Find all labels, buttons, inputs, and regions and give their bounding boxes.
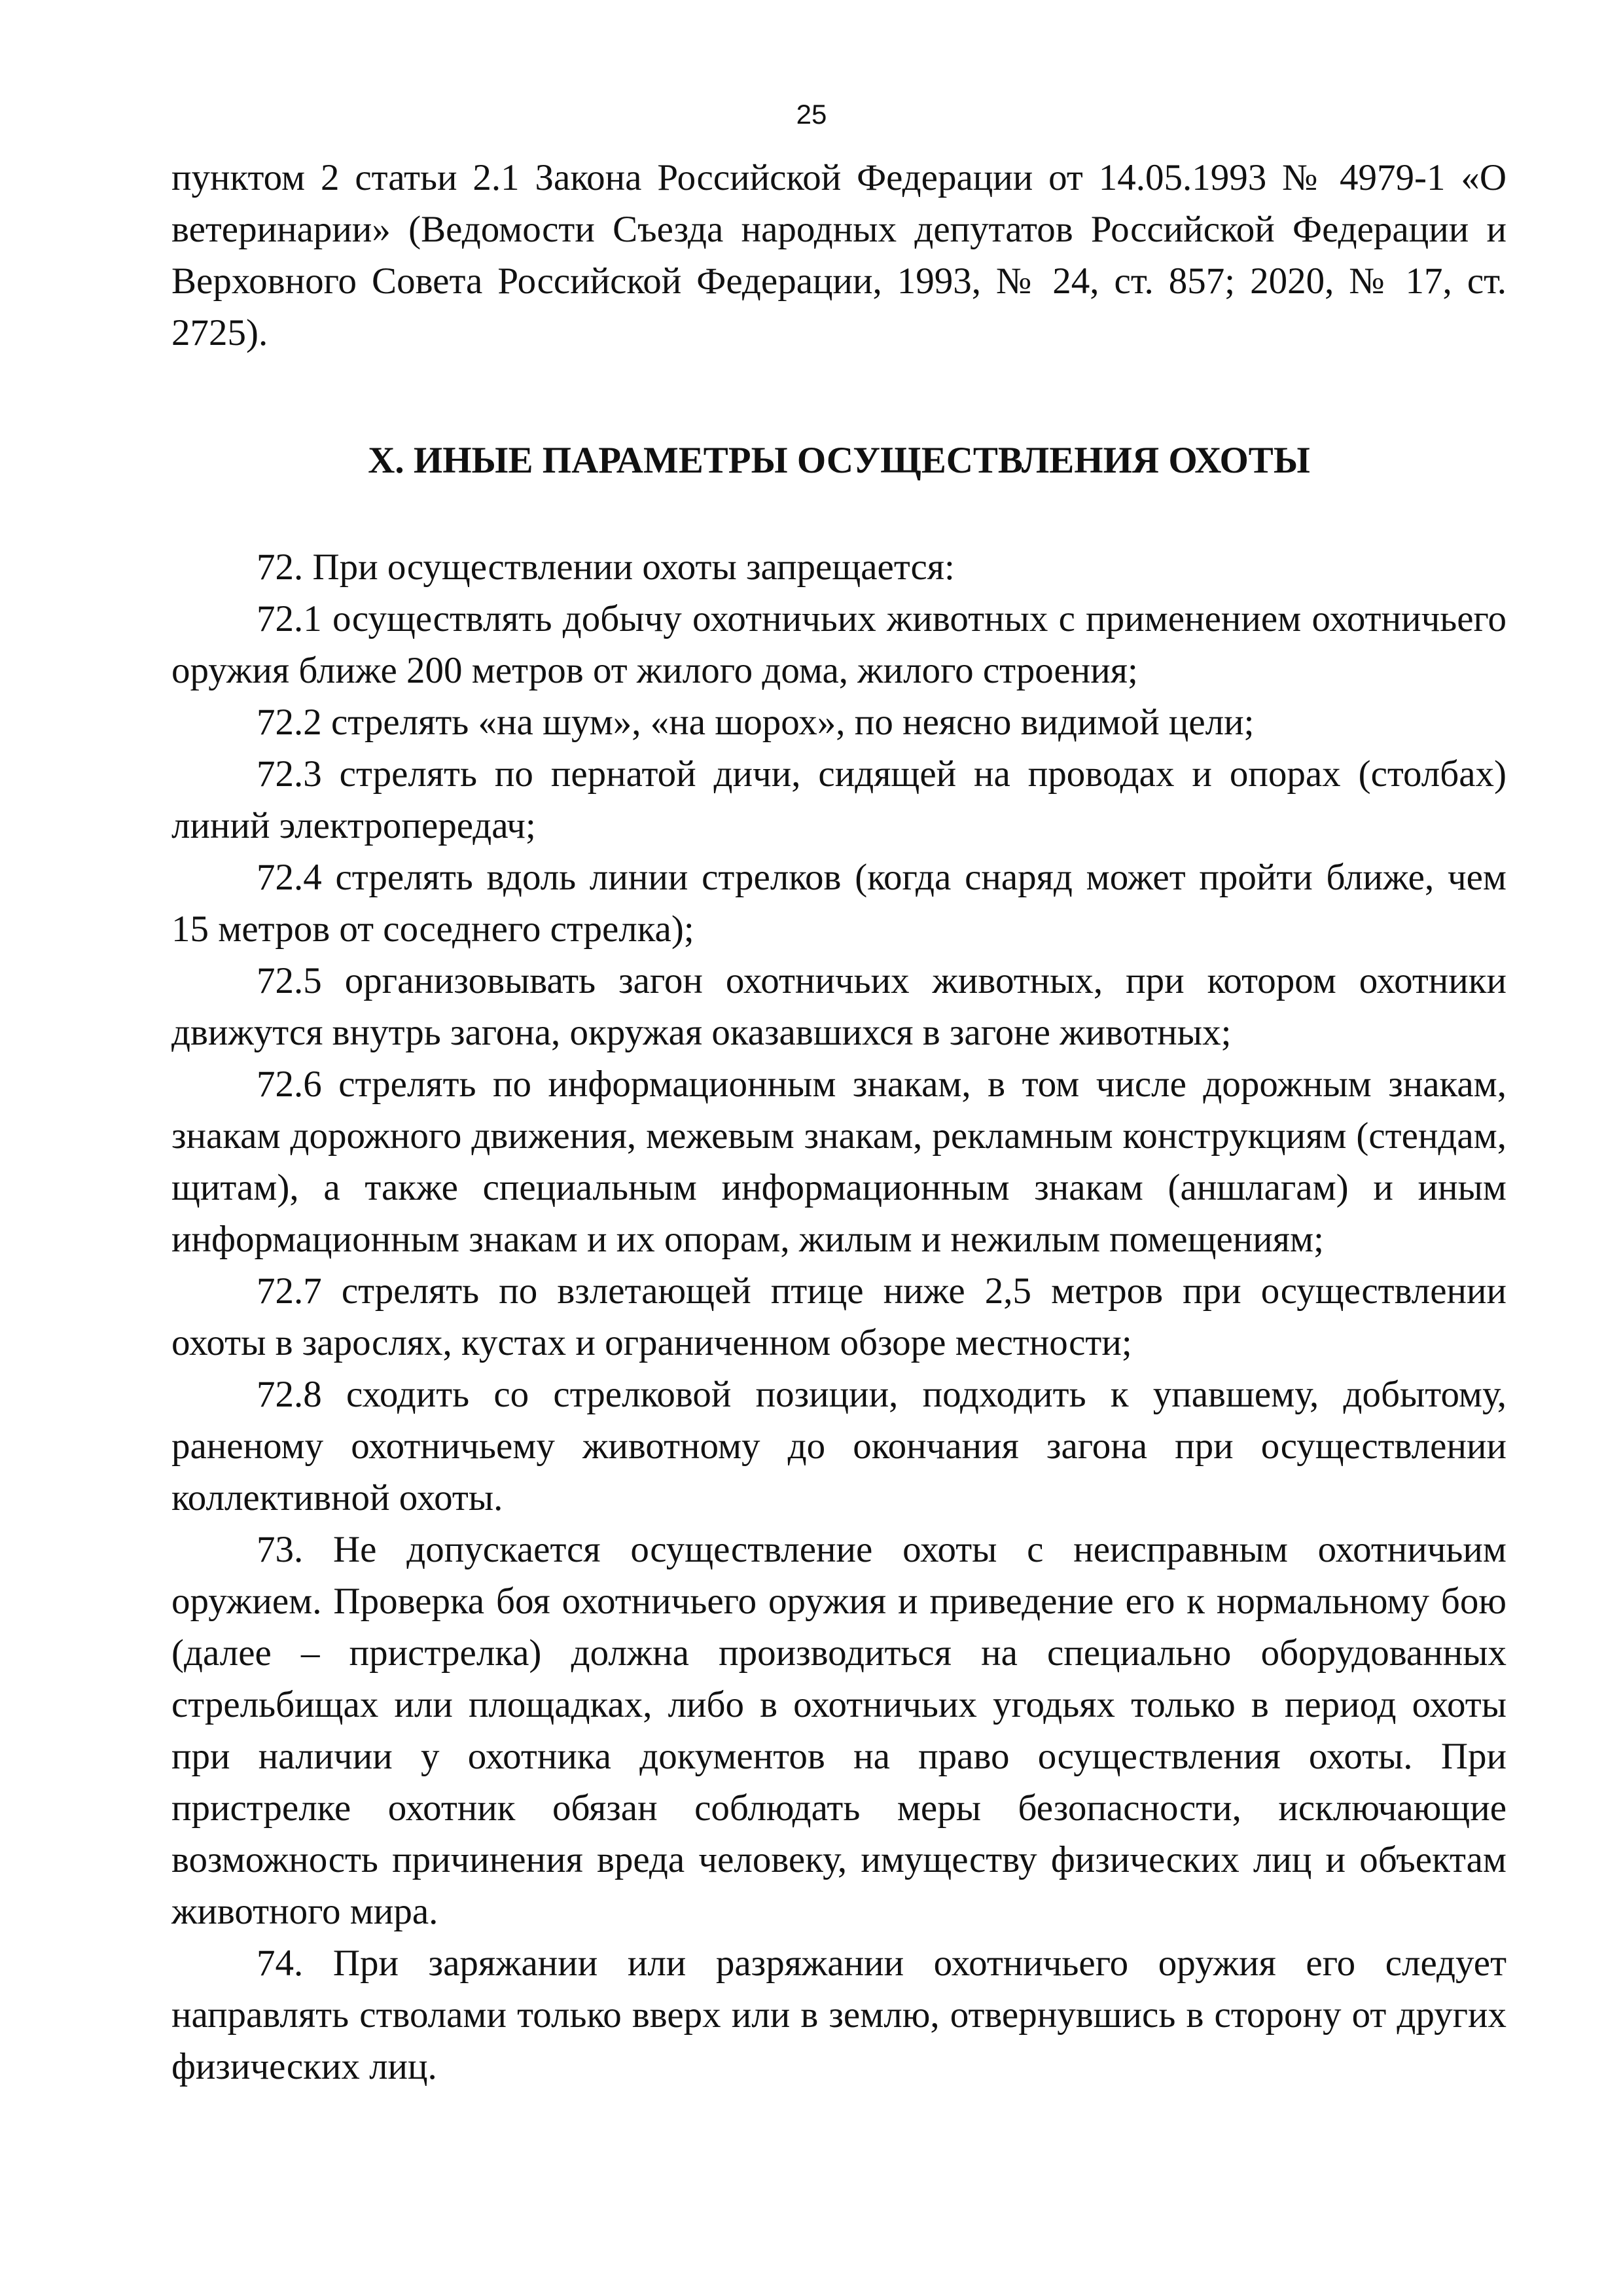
paragraph-74: 74. При заряжании или разряжании охотничьего оружия его следует направлять стволами только вверх или в землю, отвернувшись в сторону от других физических лиц. xyxy=(171,1943,1507,2087)
paragraph-72-4: 72.4 стрелять вдоль линии стрелков (когда снаряд может пройти ближе, чем 15 метров от соседнего стрелка); xyxy=(171,857,1507,950)
paragraph-73: 73. Не допускается осуществление охоты с неисправным охотничьим оружием. Проверка боя охотничьего оружия и приведение его к нормальному бою (далее – пристрелка) должна производиться на специально оборудованных стрельбищах или площадках, либо в охотничьих угодьях только в период охоты при наличии у охотника документов на право осуществления охоты. При пристрелке охотник обязан соблюдать меры безопасности, исключающие возможность причинения вреда человеку, имуществу физических лиц и объектам животного мира. xyxy=(171,1529,1507,1932)
section-heading: X. ИНЫЕ ПАРАМЕТРЫ ОСУЩЕСТВЛЕНИЯ ОХОТЫ xyxy=(368,440,1310,481)
intro-paragraph: пунктом 2 статьи 2.1 Закона Российской Федерации от 14.05.1993 № 4979-1 «О ветеринарии» (Ведомости Съезда народных депутатов Российской Федерации и Верховного Совета Российской Федерации, 1993, № 24, ст. 857; 2020, № 17, ст. 2725). xyxy=(171,157,1507,353)
paragraph-72: 72. При осуществлении охоты запрещается: xyxy=(257,547,955,588)
paragraph-72-1: 72.1 осуществлять добычу охотничьих животных с применением охотничьего оружия ближе 200 метров от жилого дома, жилого строения; xyxy=(171,598,1507,691)
paragraph-72-8: 72.8 сходить со стрелковой позиции, подходить к упавшему, добытому, раненому охотничьему животному до окончания загона при осуществлении коллективной охоты. xyxy=(171,1374,1507,1518)
paragraph-72-3: 72.3 стрелять по пернатой дичи, сидящей на проводах и опорах (столбах) линий электропередач; xyxy=(171,753,1507,846)
page-number: 25 xyxy=(796,99,827,130)
paragraph-72-5: 72.5 организовывать загон охотничьих животных, при котором охотники движутся внутрь загона, окружая оказавшихся в загоне животных; xyxy=(171,960,1507,1053)
paragraph-72-2: 72.2 стрелять «на шум», «на шорох», по неясно видимой цели; xyxy=(257,702,1255,743)
paragraph-72-6: 72.6 стрелять по информационным знакам, в том числе дорожным знакам, знакам дорожного движения, межевым знакам, рекламным конструкциям (стендам, щитам), а также специальным информационным знакам (аншлагам) и иным информационным знакам и их опорам, жилым и нежилым помещениям; xyxy=(171,1064,1507,1260)
document-body xyxy=(171,152,1507,2092)
paragraph-72-7: 72.7 стрелять по взлетающей птице ниже 2,5 метров при осуществлении охоты в зарослях, кустах и ограниченном обзоре местности; xyxy=(171,1270,1507,1363)
